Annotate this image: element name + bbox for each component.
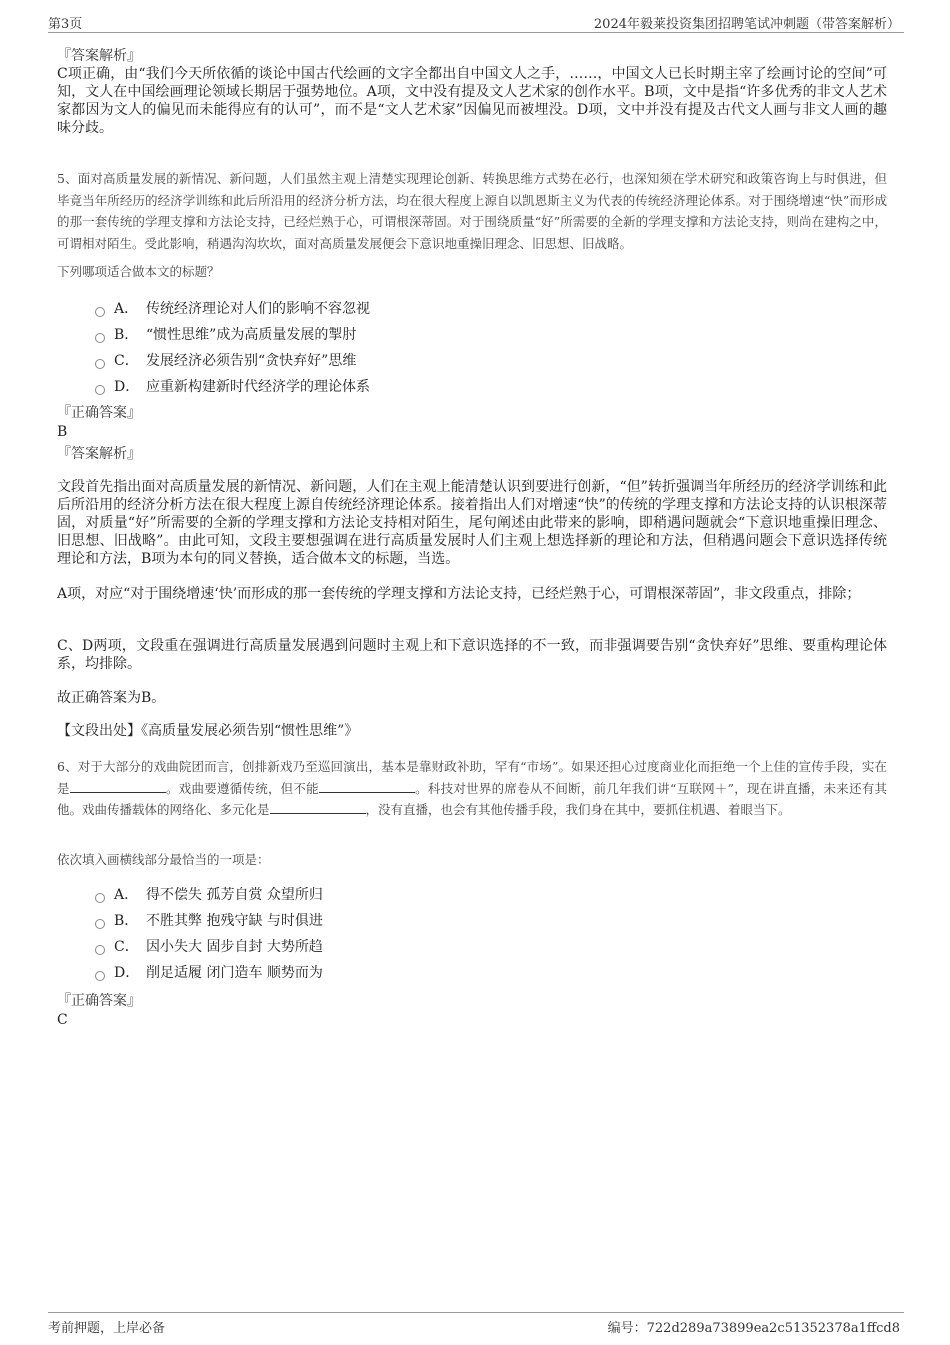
footer-slogan: 考前押题，上岸必备 xyxy=(48,1321,166,1336)
option-text: 因小失大 固步自封 大势所趋 xyxy=(146,939,323,955)
q5-source-text: 【文段出处】《高质量发展必须告别“惯性思维”》 xyxy=(57,723,359,739)
radio-icon[interactable] xyxy=(95,307,105,317)
q5-option-a[interactable] xyxy=(95,296,925,322)
radio-icon[interactable] xyxy=(95,971,105,981)
q6-text-part3: 。科技对世界的席卷从不间断，前几年我们讲“互联网＋”，现在讲直播，未来还有其他。戏曲传播载体的网络化、多元化是 xyxy=(57,780,887,817)
q5-analysis-label: 『答案解析』 xyxy=(57,446,141,462)
q6-prompt xyxy=(57,850,887,868)
q6-text-part1: 6、对于大部分的戏曲院团而言，创排新戏乃至巡回演出，基本是靠财政补助，罕有“市场”。如果还担心过度商业化而拒绝一个上佳的宣传手段，实在是 xyxy=(57,759,887,796)
q6-text-part4: ，没有直播，也会有其他传播手段，我们身在其中，要抓住机遇、着眼当下。 xyxy=(365,802,791,817)
radio-icon[interactable] xyxy=(95,945,105,955)
q5-option-c[interactable] xyxy=(95,348,925,374)
document-title: 2024年毅莱投资集团招聘笔试冲刺题（带答案解析） xyxy=(593,17,900,32)
q6-option-b[interactable] xyxy=(95,908,925,934)
q4-analysis-text: C项正确，由“我们今天所依循的谈论中国古代绘画的文字全都出自中国文人之手，……，中国文人已长时期主宰了绘画讨论的空间”可知，文人在中国绘画理论领域长期居于强势地位。A项，文中没有提及文人艺术家的创作水平。B项，文中是指“许多优秀的非文人艺术家都因为文人的偏见而未能得应有的认可”，而不是“文人艺术家”因偏见而被埋没。D项，文中并没有提及古代文人画与非文人画的趣味分歧。 xyxy=(57,66,887,136)
q6-options xyxy=(95,882,925,986)
q6-correct-block xyxy=(57,992,887,1029)
q6-question xyxy=(57,730,887,821)
option-letter: D． xyxy=(114,379,140,395)
q5-question-text: 5、面对高质量发展的新情况、新问题，人们虽然主观上清楚实现理论创新、转换思维方式势在必行，也深知须在学术研究和政策咨询上与时俱进，但毕竟当年所经历的经济学训练和此后所沿用的经济分析方法，均在很大程度上源自以凯恩斯主义为代表的传统经济理论体系。对于围绕增速“快”而形成的那一套传统的学理支撑和方法论支持，已经烂熟于心，可谓根深蒂固。对于围绕质量“好”所需要的全新的学理支撑和方法论支持，则尚在建构之中，可谓相对陌生。受此影响，稍遇沟沟坎坎，面对高质量发展便会下意识地重操旧理念、旧思想、旧战略。 xyxy=(57,171,887,251)
q6-correct-label: 『正确答案』 xyxy=(57,993,141,1009)
radio-icon[interactable] xyxy=(95,359,105,369)
fill-blank-1 xyxy=(70,780,166,793)
q6-option-c[interactable] xyxy=(95,934,925,960)
q5-prompt-text: 下列哪项适合做本文的标题？ xyxy=(57,264,220,279)
page-header xyxy=(48,10,904,33)
q5-correct-block xyxy=(57,404,887,463)
option-text: 应重新构建新时代经济学的理论体系 xyxy=(146,379,370,395)
q6-option-d[interactable] xyxy=(95,960,925,986)
q5-options xyxy=(95,296,925,400)
option-letter: D． xyxy=(114,965,140,981)
q6-question-text xyxy=(57,756,887,821)
q5-question xyxy=(57,168,887,254)
q5-analysis-p2: A项，对应“对于围绕增速‘快’而形成的那一套传统的学理支撑和方法论支持，已经烂熟于心，可谓根深蒂固”，非文段重点，排除； xyxy=(57,586,861,602)
q5-correct-label: 『正确答案』 xyxy=(57,405,141,421)
radio-icon[interactable] xyxy=(95,893,105,903)
option-text: 得不偿失 孤芳自赏 众望所归 xyxy=(146,887,323,903)
option-text: 传统经济理论对人们的影响不容忽视 xyxy=(146,301,370,317)
q5-analysis-p1: 文段首先指出面对高质量发展的新情况、新问题，人们在主观上能清楚认识到要进行创新，“但”转折强调当年所经历的经济学训练和此后所沿用的经济分析方法在很大程度上源自传统经济理论体系。接着指出人们对增速“快”的传统的学理支撑和方法论支持的认识根深蒂固，对质量“好”所需要的全新的学理支撑和方法论支持相对陌生，尾句阐述由此带来的影响，即稍遇问题就会“下意识地重操旧理念、旧思想、旧战略”。由此可知，文段主要想强调在进行高质量发展时人们主观上想选择新的理论和方法，但稍遇问题会下意识选择传统理论和方法，B项为本句的同义替换，适合做本文的标题，当选。 xyxy=(57,479,887,567)
q5-prompt xyxy=(57,262,887,280)
q5-analysis-p4: 故正确答案为B。 xyxy=(57,690,166,706)
q5-analysis-p3: C、D两项，文段重在强调进行高质量发展遇到问题时主观上和下意识选择的不一致，而非强调要告别“贪快弃好”思维、要重构理论体系，均排除。 xyxy=(57,638,887,672)
q4-analysis-label: 『答案解析』 xyxy=(57,48,141,64)
q6-correct-answer: C xyxy=(57,1012,68,1028)
q5-analysis-cd xyxy=(57,637,887,673)
option-letter: A． xyxy=(114,301,139,317)
option-letter: C． xyxy=(114,353,139,369)
q6-text-part2: 。戏曲要遵循传统，但不能 xyxy=(165,780,319,796)
q6-option-a[interactable] xyxy=(95,882,925,908)
option-letter: B． xyxy=(114,913,139,929)
q5-analysis xyxy=(57,478,887,568)
option-letter: A． xyxy=(114,887,139,903)
option-text: 不胜其弊 抱残守缺 与时俱进 xyxy=(146,913,323,929)
fill-blank-3 xyxy=(270,801,366,814)
q5-correct-answer: B xyxy=(57,424,68,440)
option-text: 削足适履 闭门造车 顺势而为 xyxy=(146,965,323,981)
option-letter: C． xyxy=(114,939,139,955)
document-code: 编号：722d289a73899ea2c51352378a1ffcd8 xyxy=(607,1321,900,1336)
page-number: 第3页 xyxy=(48,17,83,32)
radio-icon[interactable] xyxy=(95,919,105,929)
q6-prompt-text: 依次填入画横线部分最恰当的一项是： xyxy=(57,852,270,867)
option-text: 发展经济必须告别“贪快弃好”思维 xyxy=(146,353,357,369)
radio-icon[interactable] xyxy=(95,333,105,343)
q5-option-b[interactable] xyxy=(95,322,925,348)
page-footer xyxy=(48,1312,904,1337)
option-letter: B． xyxy=(114,327,139,343)
q5-option-d[interactable] xyxy=(95,374,925,400)
radio-icon[interactable] xyxy=(95,385,105,395)
q5-analysis-final xyxy=(57,689,887,707)
q4-analysis-block xyxy=(57,47,887,137)
fill-blank-2 xyxy=(319,780,415,793)
option-text: “惯性思维”成为高质量发展的掣肘 xyxy=(146,327,357,343)
q5-analysis-a xyxy=(57,585,887,603)
